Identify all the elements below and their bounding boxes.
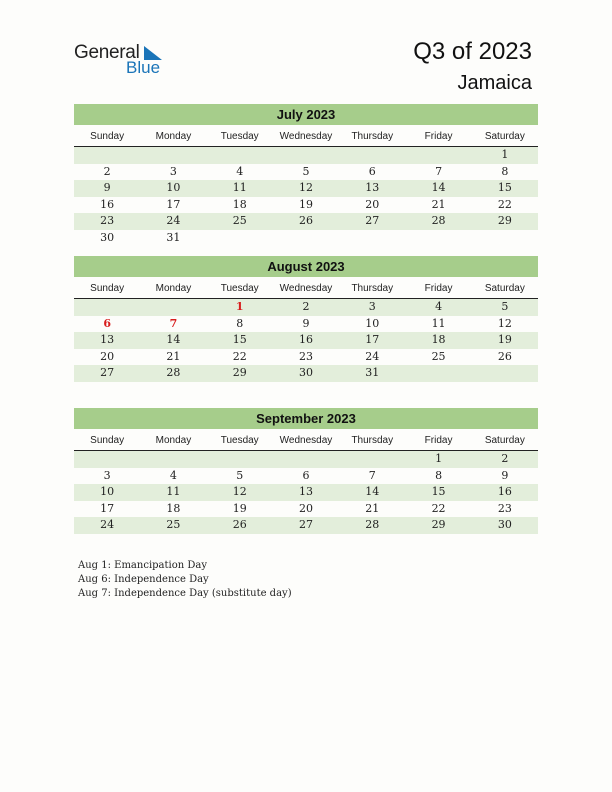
day-cell: 20	[365, 197, 380, 211]
week-row	[74, 517, 538, 534]
logo-word-blue: Blue	[126, 58, 161, 77]
weekday-label: Sunday	[90, 131, 125, 142]
day-cell: 20	[100, 349, 115, 363]
weekday-label: Wednesday	[279, 435, 333, 446]
weekday-label: Friday	[424, 435, 453, 446]
day-cell: 30	[100, 230, 115, 244]
day-cell: 25	[232, 214, 247, 227]
day-cell: 17	[166, 197, 181, 211]
day-cell: 23	[100, 214, 115, 227]
week-row	[74, 316, 538, 333]
day-cell: 23	[298, 349, 313, 363]
day-cell: 21	[365, 501, 380, 515]
weekday-label: Monday	[155, 283, 192, 294]
weekday-header-row	[74, 128, 538, 147]
country-name: Jamaica	[457, 72, 532, 94]
day-cell: 15	[232, 333, 247, 346]
weekday-label: Friday	[424, 283, 453, 294]
weekday-label: Tuesday	[220, 435, 259, 446]
week-row	[74, 332, 538, 349]
month-calendar	[74, 256, 538, 382]
weekday-label: Saturday	[484, 131, 525, 142]
day-cell: 14	[365, 485, 380, 498]
day-cell: 4	[435, 300, 443, 313]
day-cell: 17	[365, 333, 380, 346]
weekday-label: Thursday	[351, 131, 394, 142]
week-row	[74, 349, 538, 366]
day-cell	[207, 147, 273, 164]
day-cell: 18	[431, 333, 446, 346]
day-cell	[339, 230, 405, 247]
day-cell	[273, 451, 339, 468]
day-cell	[74, 451, 140, 468]
day-cell: 27	[365, 214, 380, 227]
holiday-day-cell: 1	[235, 300, 244, 313]
holiday-note: Aug 1: Emancipation Day	[78, 560, 207, 571]
week-row	[74, 213, 538, 230]
day-cell: 25	[166, 518, 181, 531]
day-cell: 13	[365, 181, 380, 194]
day-cell	[74, 299, 140, 316]
weekday-label: Wednesday	[279, 283, 333, 294]
day-cell: 26	[497, 349, 512, 363]
day-cell: 20	[298, 501, 313, 515]
day-cell: 5	[302, 164, 310, 178]
day-cell: 5	[236, 468, 244, 482]
weekday-label: Sunday	[90, 435, 125, 446]
holiday-day-cell: 7	[169, 316, 178, 330]
week-row	[74, 164, 538, 181]
month-title: August 2023	[74, 256, 538, 277]
day-cell: 28	[166, 366, 181, 379]
day-cell: 4	[236, 164, 244, 178]
week-row	[74, 180, 538, 197]
day-cell: 1	[435, 452, 443, 465]
day-cell: 19	[298, 197, 313, 211]
day-cell	[273, 230, 339, 247]
day-cell: 29	[497, 214, 512, 227]
day-cell: 26	[232, 518, 247, 531]
day-cell	[74, 147, 140, 164]
day-cell: 3	[169, 164, 177, 178]
day-cell	[207, 451, 273, 468]
day-cell	[405, 230, 471, 247]
day-cell	[405, 147, 471, 164]
holiday-note: Aug 7: Independence Day (substitute day)	[78, 588, 292, 599]
day-cell: 10	[166, 181, 181, 194]
weekday-label: Thursday	[351, 435, 394, 446]
day-cell: 28	[365, 518, 380, 531]
day-cell: 8	[435, 468, 443, 482]
week-row	[74, 230, 538, 247]
holiday-note: Aug 6: Independence Day	[78, 574, 209, 585]
day-cell: 3	[368, 300, 376, 313]
week-row	[74, 468, 538, 485]
day-cell	[207, 230, 273, 247]
holiday-day-cell: 6	[103, 316, 111, 330]
day-cell: 15	[431, 485, 446, 498]
day-cell: 16	[497, 485, 512, 498]
day-cell: 19	[232, 501, 247, 515]
day-cell: 23	[497, 501, 512, 515]
day-cell: 22	[232, 349, 247, 363]
day-cell: 29	[431, 518, 446, 531]
day-cell: 18	[166, 501, 181, 515]
day-cell	[140, 451, 206, 468]
weekday-label: Tuesday	[220, 131, 259, 142]
day-cell: 18	[232, 197, 247, 211]
weekday-label: Monday	[155, 435, 192, 446]
week-row	[74, 299, 538, 316]
day-cell	[140, 147, 206, 164]
day-cell: 21	[431, 197, 446, 211]
day-cell: 5	[501, 300, 509, 313]
day-cell: 2	[501, 452, 509, 465]
day-cell	[472, 230, 538, 247]
day-cell: 26	[298, 214, 313, 227]
day-cell: 12	[298, 181, 313, 194]
day-cell: 6	[368, 164, 376, 178]
month-title: September 2023	[74, 408, 538, 429]
day-cell: 6	[302, 468, 310, 482]
day-cell	[405, 365, 471, 382]
day-cell: 11	[166, 485, 181, 498]
day-cell	[339, 147, 405, 164]
day-cell: 17	[100, 501, 115, 515]
month-calendar	[74, 104, 538, 246]
day-cell	[339, 451, 405, 468]
day-cell: 29	[232, 366, 247, 379]
day-cell: 16	[298, 333, 313, 346]
day-cell: 8	[501, 164, 509, 178]
weekday-label: Tuesday	[220, 283, 259, 294]
day-cell: 12	[232, 485, 247, 498]
week-row	[74, 197, 538, 214]
day-cell: 31	[166, 230, 181, 244]
weekday-header-row	[74, 280, 538, 299]
week-row	[74, 501, 538, 518]
day-cell: 30	[298, 366, 313, 379]
day-cell: 24	[100, 518, 115, 531]
day-cell	[140, 299, 206, 316]
day-cell: 24	[365, 349, 380, 363]
day-cell: 27	[100, 366, 115, 379]
day-cell: 19	[497, 333, 512, 346]
day-cell: 10	[100, 485, 115, 498]
page-title: Q3 of 2023	[413, 38, 532, 65]
holiday-notes	[78, 559, 292, 601]
weekday-label: Sunday	[90, 283, 125, 294]
day-cell: 12	[497, 316, 512, 330]
day-cell: 9	[501, 468, 509, 482]
day-cell: 27	[298, 518, 313, 531]
week-row	[74, 451, 538, 468]
day-cell: 14	[166, 333, 181, 346]
day-cell: 7	[368, 468, 376, 482]
day-cell: 24	[166, 214, 181, 227]
weekday-label: Thursday	[351, 283, 394, 294]
day-cell: 4	[169, 468, 177, 482]
day-cell: 1	[501, 148, 509, 161]
weekday-label: Wednesday	[279, 131, 333, 142]
day-cell: 9	[302, 316, 310, 330]
weekday-label: Monday	[155, 131, 192, 142]
weekday-label: Saturday	[484, 283, 525, 294]
day-cell: 25	[431, 349, 446, 363]
weekday-label: Friday	[424, 131, 453, 142]
day-cell	[472, 365, 538, 382]
generalblue-logo	[74, 42, 184, 82]
day-cell: 14	[431, 181, 446, 194]
logo-word-general: General	[74, 42, 140, 63]
day-cell: 13	[100, 333, 115, 346]
day-cell	[273, 147, 339, 164]
day-cell: 11	[232, 181, 247, 194]
day-cell: 21	[166, 349, 181, 363]
day-cell: 2	[103, 164, 111, 178]
weekday-header-row	[74, 432, 538, 451]
month-title: July 2023	[74, 104, 538, 125]
week-row	[74, 484, 538, 501]
day-cell: 28	[431, 214, 446, 227]
week-row	[74, 365, 538, 382]
day-cell: 9	[103, 181, 111, 194]
month-calendar	[74, 408, 538, 534]
week-row	[74, 147, 538, 164]
day-cell: 16	[100, 197, 115, 211]
day-cell: 31	[365, 366, 380, 379]
day-cell: 30	[497, 518, 512, 531]
day-cell: 10	[365, 316, 380, 330]
day-cell: 7	[435, 164, 443, 178]
day-cell: 22	[497, 197, 512, 211]
day-cell: 8	[236, 316, 244, 330]
day-cell: 2	[302, 300, 310, 313]
day-cell: 15	[497, 181, 512, 194]
day-cell: 11	[431, 316, 446, 330]
day-cell: 3	[103, 468, 111, 482]
day-cell: 13	[298, 485, 313, 498]
weekday-label: Saturday	[484, 435, 525, 446]
day-cell: 22	[431, 501, 446, 515]
